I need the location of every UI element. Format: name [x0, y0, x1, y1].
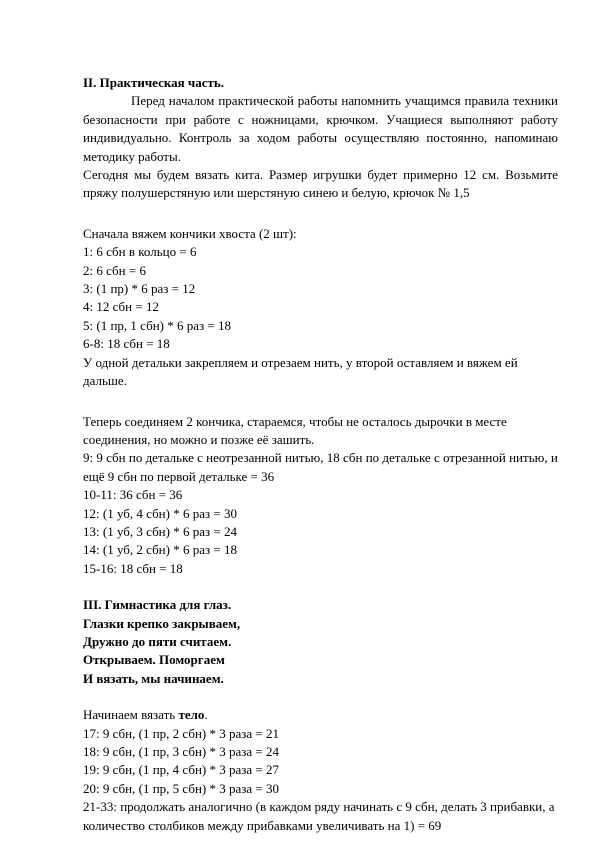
body-row: 20: 9 сбн, (1 пр, 5 сбн) * 3 раза = 30	[83, 780, 279, 796]
join-row: 9: 9 сбн по детальке с неотрезанной нитью, 18 сбн по детальке с отрезанной нитью, и ещё 9 сбн по первой детальке = 36	[83, 450, 558, 484]
join-row: 15-16: 18 сбн = 18	[83, 560, 183, 576]
body-title-prefix: Начинаем вязать	[83, 707, 179, 723]
tail-row: 1: 6 сбн в кольцо = 6	[83, 244, 197, 260]
poem-line: Глазки крепко закрываем,	[83, 615, 241, 631]
body-row: 17: 9 сбн, (1 пр, 2 сбн) * 3 раза = 21	[83, 725, 279, 741]
tail-note: У одной детальки закрепляем и отрезаем нить, у второй оставляем и вяжем ей дальше.	[83, 354, 518, 389]
tail-title: Сначала вяжем кончики хвоста (2 шт):	[83, 225, 297, 241]
join-row: 13: (1 уб, 3 сбн) * 6 раз = 24	[83, 523, 237, 539]
poem-line: Открываем. Поморгаем	[83, 652, 225, 668]
tail-row: 6-8: 18 сбн = 18	[83, 336, 170, 352]
safety-paragraph: Перед началом практической работы напомнить учащимся правила техники безопасности при работе с ножницами, крючком. Учащиеся выполняют работу индивидуально. Контроль за ходом работы осуществляю постоянно, напоминаю методику работы.	[83, 93, 558, 164]
project-paragraph: Сегодня мы будем вязать кита. Размер игрушки будет примерно 12 см. Возьмите пряжу полушерстяную или шерстяную синею и белую, крючок № 1,5	[83, 167, 558, 201]
section-heading-eye-gymnastics: III. Гимнастика для глаз.	[83, 597, 232, 613]
poem-line: Дружно до пяти считаем.	[83, 633, 232, 649]
section-heading-practical: II. Практическая часть.	[83, 75, 225, 90]
join-row: 10-11: 36 сбн = 36	[83, 487, 183, 503]
body-title	[83, 706, 558, 724]
tail-row: 5: (1 пр, 1 сбн) * 6 раз = 18	[83, 317, 231, 333]
poem-line: И вязать, мы начинаем.	[83, 670, 224, 686]
join-row: 14: (1 уб, 2 сбн) * 6 раз = 18	[83, 542, 237, 558]
join-row: 12: (1 уб, 4 сбн) * 6 раз = 30	[83, 505, 237, 521]
body-title-suffix: .	[204, 707, 208, 723]
body-row: 21-33: продолжать аналогично (в каждом ряду начинать с 9 сбн, делать 3 прибавки, а количество столбиков между прибавками увеличивать на 1) = 69	[83, 799, 555, 833]
tail-row: 3: (1 пр) * 6 раз = 12	[83, 281, 196, 297]
body-title-bold: тело	[178, 707, 205, 723]
body-row: 18: 9 сбн, (1 пр, 3 сбн) * 3 раза = 24	[83, 744, 279, 759]
tail-row: 2: 6 сбн = 6	[83, 262, 146, 278]
join-intro: Теперь соединяем 2 кончика, стараемся, чтобы не осталось дырочки в месте соединения, но можно и позже её зашить.	[83, 413, 507, 447]
document-content	[83, 74, 558, 835]
tail-row: 4: 12 сбн = 12	[83, 299, 159, 315]
body-row: 19: 9 сбн, (1 пр, 4 сбн) * 3 раза = 27	[83, 762, 279, 778]
